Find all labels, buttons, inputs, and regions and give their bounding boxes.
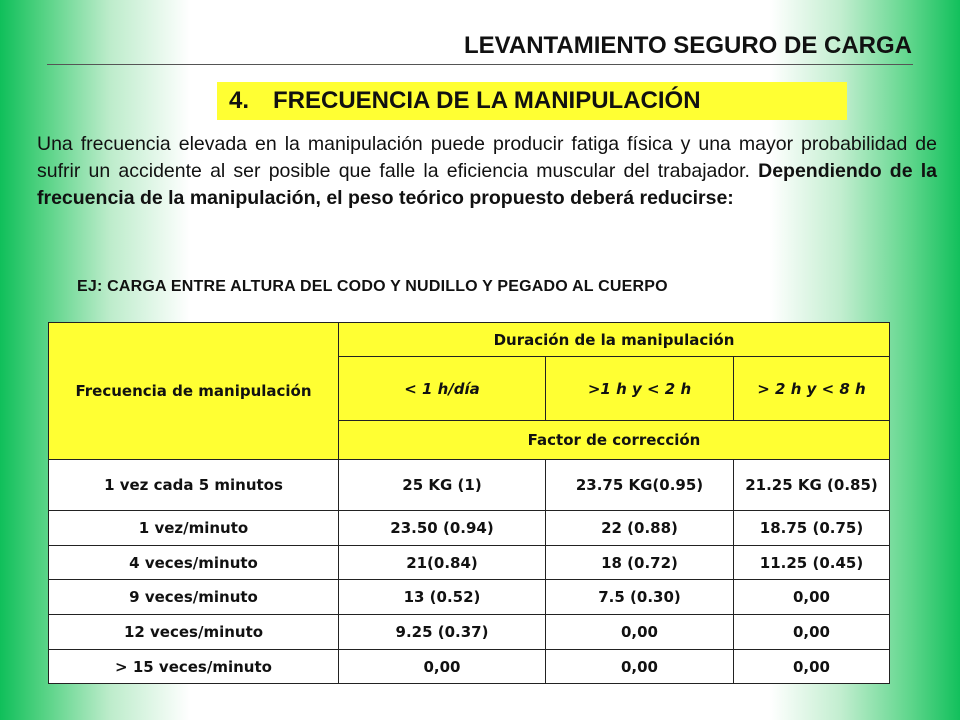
intro-text: Una frecuencia elevada en la manipulación puede producir fatiga física y una mayor probabilidad de sufrir un accidente al ser posible que falle la eficiencia muscular del trabajador. [37, 133, 937, 182]
frequency-cell: 9 veces/minuto [49, 580, 339, 615]
frequency-header: Frecuencia de manipulación [49, 323, 339, 460]
value-cell: 0,00 [734, 615, 890, 650]
value-cell: 11.25 (0.45) [734, 546, 890, 580]
intro-bold-text: Dependiendo de la frecuencia de la manipulación, el peso teórico propuesto deberá reducirse: [37, 160, 938, 209]
value-cell: 13 (0.52) [339, 580, 546, 615]
value-cell: 0,00 [339, 650, 546, 684]
value-cell: 18 (0.72) [546, 546, 734, 580]
example-label: EJ: CARGA ENTRE ALTURA DEL CODO Y NUDILLO Y PEGADO AL CUERPO [77, 278, 668, 295]
frequency-cell: > 15 veces/minuto [49, 650, 339, 684]
value-cell: 0,00 [546, 650, 734, 684]
value-cell: 7.5 (0.30) [546, 580, 734, 615]
frequency-cell: 1 vez cada 5 minutos [49, 460, 339, 511]
frequency-cell: 4 veces/minuto [49, 546, 339, 580]
page-title: LEVANTAMIENTO SEGURO DE CARGA [463, 32, 912, 59]
duration-header: Duración de la manipulación [339, 323, 890, 357]
title-divider [47, 64, 913, 65]
value-cell: 23.50 (0.94) [339, 511, 546, 546]
table-row [49, 615, 890, 650]
value-cell: 22 (0.88) [546, 511, 734, 546]
duration-col-3: > 2 h y < 8 h [734, 357, 890, 421]
value-cell: 0,00 [546, 615, 734, 650]
value-cell: 21(0.84) [339, 546, 546, 580]
frequency-cell: 1 vez/minuto [49, 511, 339, 546]
table-row [49, 511, 890, 546]
value-cell: 23.75 KG(0.95) [546, 460, 734, 511]
intro-paragraph [37, 131, 937, 212]
value-cell: 0,00 [734, 650, 890, 684]
factor-header: Factor de corrección [339, 421, 890, 460]
section-heading [217, 82, 847, 120]
duration-col-1: < 1 h/día [339, 357, 546, 421]
section-number: 4. [229, 87, 250, 114]
value-cell: 9.25 (0.37) [339, 615, 546, 650]
correction-table [48, 322, 890, 684]
table-row [49, 650, 890, 684]
table-row [49, 460, 890, 511]
table-row [49, 580, 890, 615]
value-cell: 25 KG (1) [339, 460, 546, 511]
value-cell: 21.25 KG (0.85) [734, 460, 890, 511]
section-title: FRECUENCIA DE LA MANIPULACIÓN [273, 87, 701, 114]
frequency-cell: 12 veces/minuto [49, 615, 339, 650]
value-cell: 0,00 [734, 580, 890, 615]
value-cell: 18.75 (0.75) [734, 511, 890, 546]
table-row [49, 546, 890, 580]
duration-col-2: >1 h y < 2 h [546, 357, 734, 421]
